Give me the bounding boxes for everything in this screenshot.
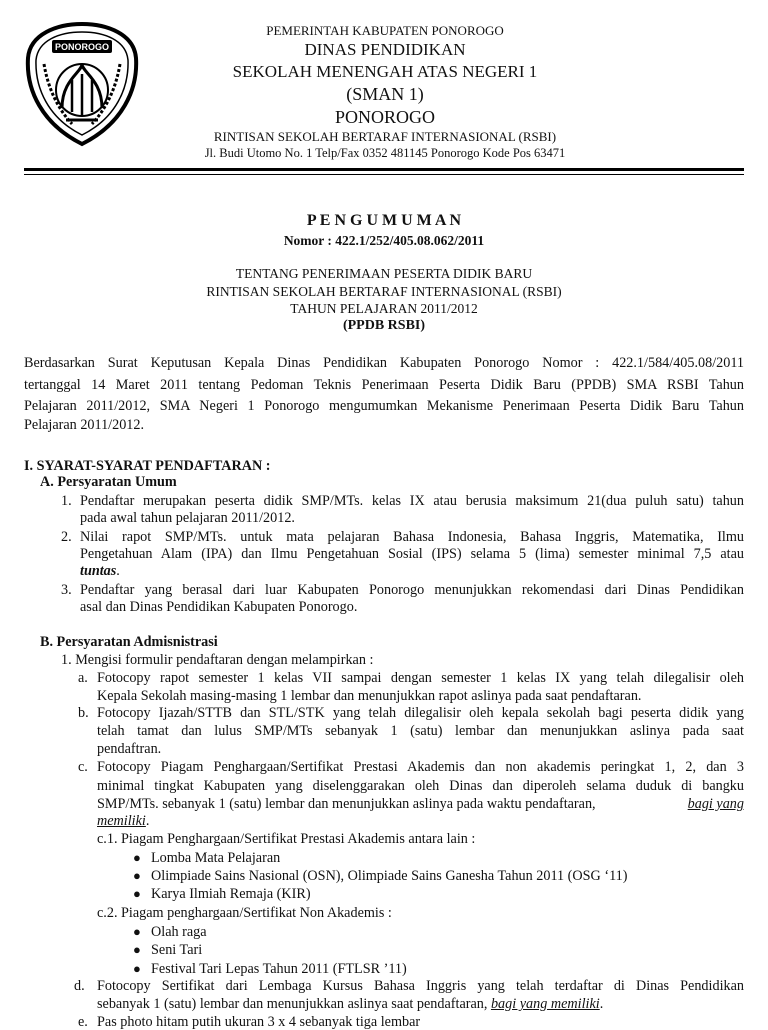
item-bd-line-1: Fotocopy Sertifikat dari Lembaga Kursus Bahasa Inggris yang telah terdaftar di Dinas Pendidikan	[97, 978, 744, 994]
item-bc-line-2: minimal tingkat Kabupaten yang diselenggarakan oleh Dinas dan diperoleh selama duduk di bangku	[97, 778, 744, 794]
announcement-heading: P E N G U M U M A N	[306, 212, 462, 229]
section-b-heading: B. Persyaratan Admisnistrasi	[40, 634, 218, 650]
section-1-heading: I. SYARAT-SYARAT PENDAFTARAN :	[24, 458, 271, 474]
svg-text:PONOROGO: PONOROGO	[54, 42, 110, 52]
bullet-icon: ●	[133, 868, 141, 883]
announcement-number: Nomor : 422.1/252/405.08.062/2011	[283, 233, 485, 248]
item-be-letter: e.	[78, 1014, 88, 1030]
item-a3-number: 3.	[61, 582, 72, 598]
c1-item: Olimpiade Sains Nasional (OSN), Olimpiade Sains Ganesha Tahun 2011 (OSG ‘11)	[151, 868, 628, 884]
header-rule-thick	[24, 168, 744, 171]
item-ba-letter: a.	[78, 670, 88, 686]
item-bd-line-2: sebanyak 1 (satu) lembar dan menunjukkan aslinya saat pendaftaran, bagi yang memiliki.	[97, 996, 604, 1012]
header-department: DINAS PENDIDIKAN	[304, 40, 466, 59]
item-a2-line-1: Nilai rapot SMP/MTs. untuk mata pelajaran Bahasa Indonesia, Bahasa Inggris, Matematika, Ilmu	[80, 529, 744, 545]
header-government: PEMERINTAH KABUPATEN PONOROGO	[266, 23, 504, 38]
c2-item: Festival Tari Lepas Tahun 2011 (FTLSR ’11)	[151, 961, 407, 977]
header-address: Jl. Budi Utomo No. 1 Telp/Fax 0352 481145 Ponorogo Kode Pos 63471	[204, 146, 566, 160]
optional-note: bagi yang	[687, 796, 744, 812]
c2-heading: c.2. Piagam penghargaan/Sertifikat Non Akademis :	[97, 905, 392, 921]
bullet-icon: ●	[133, 924, 141, 939]
item-a3-line-1: Pendaftar yang berasal dari luar Kabupaten Ponorogo menunjukkan rekomendasi dari Dinas Pendidikan	[80, 582, 744, 598]
tuntas-emphasis: tuntas	[80, 563, 117, 579]
item-bc-line-3: SMP/MTs. sebanyak 1 (satu) lembar dan menunjukkan aslinya pada waktu pendaftaran, bagi yang	[97, 796, 744, 812]
c1-item: Karya Ilmiah Remaja (KIR)	[151, 886, 311, 902]
c1-heading: c.1. Piagam Penghargaan/Sertifikat Prestasi Akademis antara lain :	[97, 831, 476, 847]
header-city: PONOROGO	[334, 107, 435, 127]
subject-line-4: (PPDB RSBI)	[342, 318, 426, 333]
header-school-abbr: (SMAN 1)	[346, 84, 424, 104]
section-a-heading: A. Persyaratan Umum	[40, 474, 177, 490]
item-a1-number: 1.	[61, 493, 72, 509]
item-a2-line-2: Pengetahuan Alam (IPA) dan Ilmu Pengetahuan Sosial (IPS) selama 5 (lima) semester minimal 7,5 atau	[80, 546, 744, 562]
header-rule-thin	[24, 174, 744, 175]
item-a2-number: 2.	[61, 529, 72, 545]
subject-line-2: RINTISAN SEKOLAH BERTARAF INTERNASIONAL (RSBI)	[206, 284, 562, 299]
item-a2-line-3: tuntas.	[80, 563, 120, 579]
item-bb-line-3: pendaftran.	[97, 741, 162, 757]
intro-line-1: Berdasarkan Surat Keputusan Kepala Dinas Pendidikan Kabupaten Ponorogo Nomor : 422.1/584/405.08/2011	[24, 355, 744, 371]
item-be-line-1: Pas photo hitam putih ukuran 3 x 4 sebanyak tiga lembar	[97, 1014, 421, 1030]
item-a1-line-2: pada awal tahun pelajaran 2011/2012.	[80, 510, 295, 526]
intro-line-3: Pelajaran 2011/2012, SMA Negeri 1 Ponorogo mengumumkan Mekanisme Penerimaan Peserta Didik Baru Tahun	[24, 398, 744, 414]
item-ba-line-2: Kepala Sekolah masing-masing 1 lembar dan menunjukkan rapot aslinya pada saat pendaftaran.	[97, 688, 642, 704]
bullet-icon: ●	[133, 850, 141, 865]
optional-note: bagi yang memiliki	[490, 996, 600, 1012]
bullet-icon: ●	[133, 942, 141, 957]
item-ba-line-1: Fotocopy rapot semester 1 kelas VII sampai dengan semester 1 kelas IX yang telah dilegalisir oleh	[97, 670, 744, 686]
subject-line-3: TAHUN PELAJARAN 2011/2012	[290, 301, 478, 316]
intro-line-4: Pelajaran 2011/2012.	[24, 417, 145, 433]
header-school: SEKOLAH MENENGAH ATAS NEGERI 1	[232, 62, 538, 81]
c2-item: Seni Tari	[151, 942, 203, 958]
item-bb-line-2: telah tamat dan lulus SMP/MTs sebanyak 1 (satu) lembar dan menunjukkan aslinya pada saat	[97, 723, 744, 739]
item-bb-letter: b.	[78, 705, 89, 721]
bullet-icon: ●	[133, 886, 141, 901]
item-bc-line-1: Fotocopy Piagam Penghargaan/Sertifikat Prestasi Akademis dan non akademis peringkat 1, 2, dan 3	[97, 759, 744, 775]
item-bd-letter: d.	[74, 978, 85, 994]
bullet-icon: ●	[133, 961, 141, 976]
c2-item: Olah raga	[151, 924, 207, 940]
item-a1-line-1: Pendaftar merupakan peserta didik SMP/MTs. kelas IX atau berusia maksimum 21(dua puluh satu) tahun	[80, 493, 744, 509]
intro-line-2: tertanggal 14 Maret 2011 tentang Pedoman Teknis Penerimaan Peserta Didik Baru (PPDB) SMA RSBI Tahun	[24, 377, 744, 393]
item-a3-line-2: asal dan Dinas Pendidikan Kabupaten Ponorogo.	[80, 599, 358, 615]
ponorogo-regency-logo	[22, 20, 142, 148]
optional-note-cont: memiliki	[97, 813, 146, 829]
subject-line-1: TENTANG PENERIMAAN PESERTA DIDIK BARU	[235, 266, 533, 281]
c1-item: Lomba Mata Pelajaran	[151, 850, 281, 866]
item-bb-line-1: Fotocopy Ijazah/STTB dan STL/STK yang telah dilegalisir oleh kepala sekolah bagi peserta didik yang	[97, 705, 744, 721]
header-rsbi: RINTISAN SEKOLAH BERTARAF INTERNASIONAL (RSBI)	[213, 129, 557, 144]
item-b1: 1. Mengisi formulir pendaftaran dengan melampirkan :	[61, 652, 374, 668]
item-bc-line-4: memiliki.	[97, 813, 150, 829]
item-bc-letter: c.	[78, 759, 88, 775]
